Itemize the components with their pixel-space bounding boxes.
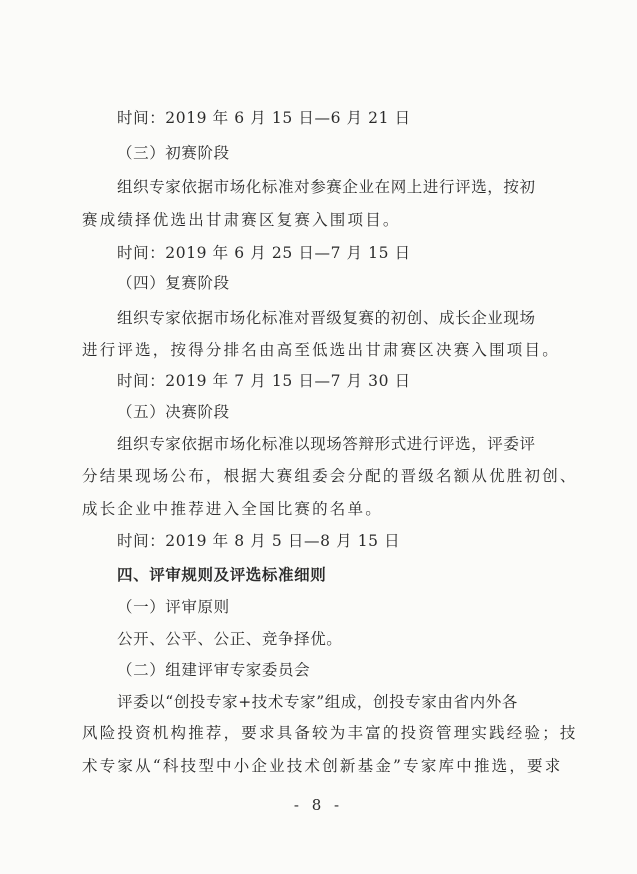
section-heading: （一）评审原则 — [117, 598, 230, 616]
page-number: - 8 - — [293, 796, 344, 814]
time-line: 时间：2019 年 6 月 25 日—7 月 15 日 — [117, 244, 411, 262]
paragraph-line: 赛成绩择优选出甘肃赛区复赛入围项目。 — [82, 211, 401, 229]
paragraph-line: 公开、公平、公正、竞争择优。 — [117, 630, 343, 648]
paragraph-line: 进行评选，按得分排名由高至低选出甘肃赛区决赛入围项目。 — [82, 341, 560, 359]
paragraph-line: 术专家从“科技型中小企业技术创新基金”专家库中推选，要求 — [82, 757, 563, 775]
paragraph-line: 分结果现场公布，根据大赛组委会分配的晋级名额从优胜初创、 — [82, 467, 578, 485]
paragraph-line: 成长企业中推荐进入全国比赛的名单。 — [82, 500, 383, 518]
section-heading: （二）组建评审专家委员会 — [117, 661, 311, 679]
paragraph-line: 组织专家依据市场化标准以现场答辩形式进行评选，评委评 — [117, 435, 536, 453]
time-line: 时间：2019 年 7 月 15 日—7 月 30 日 — [117, 372, 411, 390]
section-heading: （三）初赛阶段 — [117, 144, 230, 162]
paragraph-line: 风险投资机构推荐，要求具备较为丰富的投资管理实践经验；技 — [82, 724, 578, 742]
section-heading: （五）决赛阶段 — [117, 403, 230, 421]
paragraph-line: 组织专家依据市场化标准对晋级复赛的初创、成长企业现场 — [117, 309, 536, 327]
time-line: 时间：2019 年 6 月 15 日—6 月 21 日 — [117, 109, 411, 127]
section-heading: （四）复赛阶段 — [117, 274, 230, 292]
paragraph-line: 评委以“创投专家+技术专家”组成，创投专家由省内外各 — [117, 693, 518, 711]
paragraph-line: 组织专家依据市场化标准对参赛企业在网上进行评选，按初 — [117, 178, 536, 196]
chapter-heading: 四、评审规则及评选标准细则 — [117, 566, 327, 584]
time-line: 时间：2019 年 8 月 5 日—8 月 15 日 — [117, 532, 401, 550]
